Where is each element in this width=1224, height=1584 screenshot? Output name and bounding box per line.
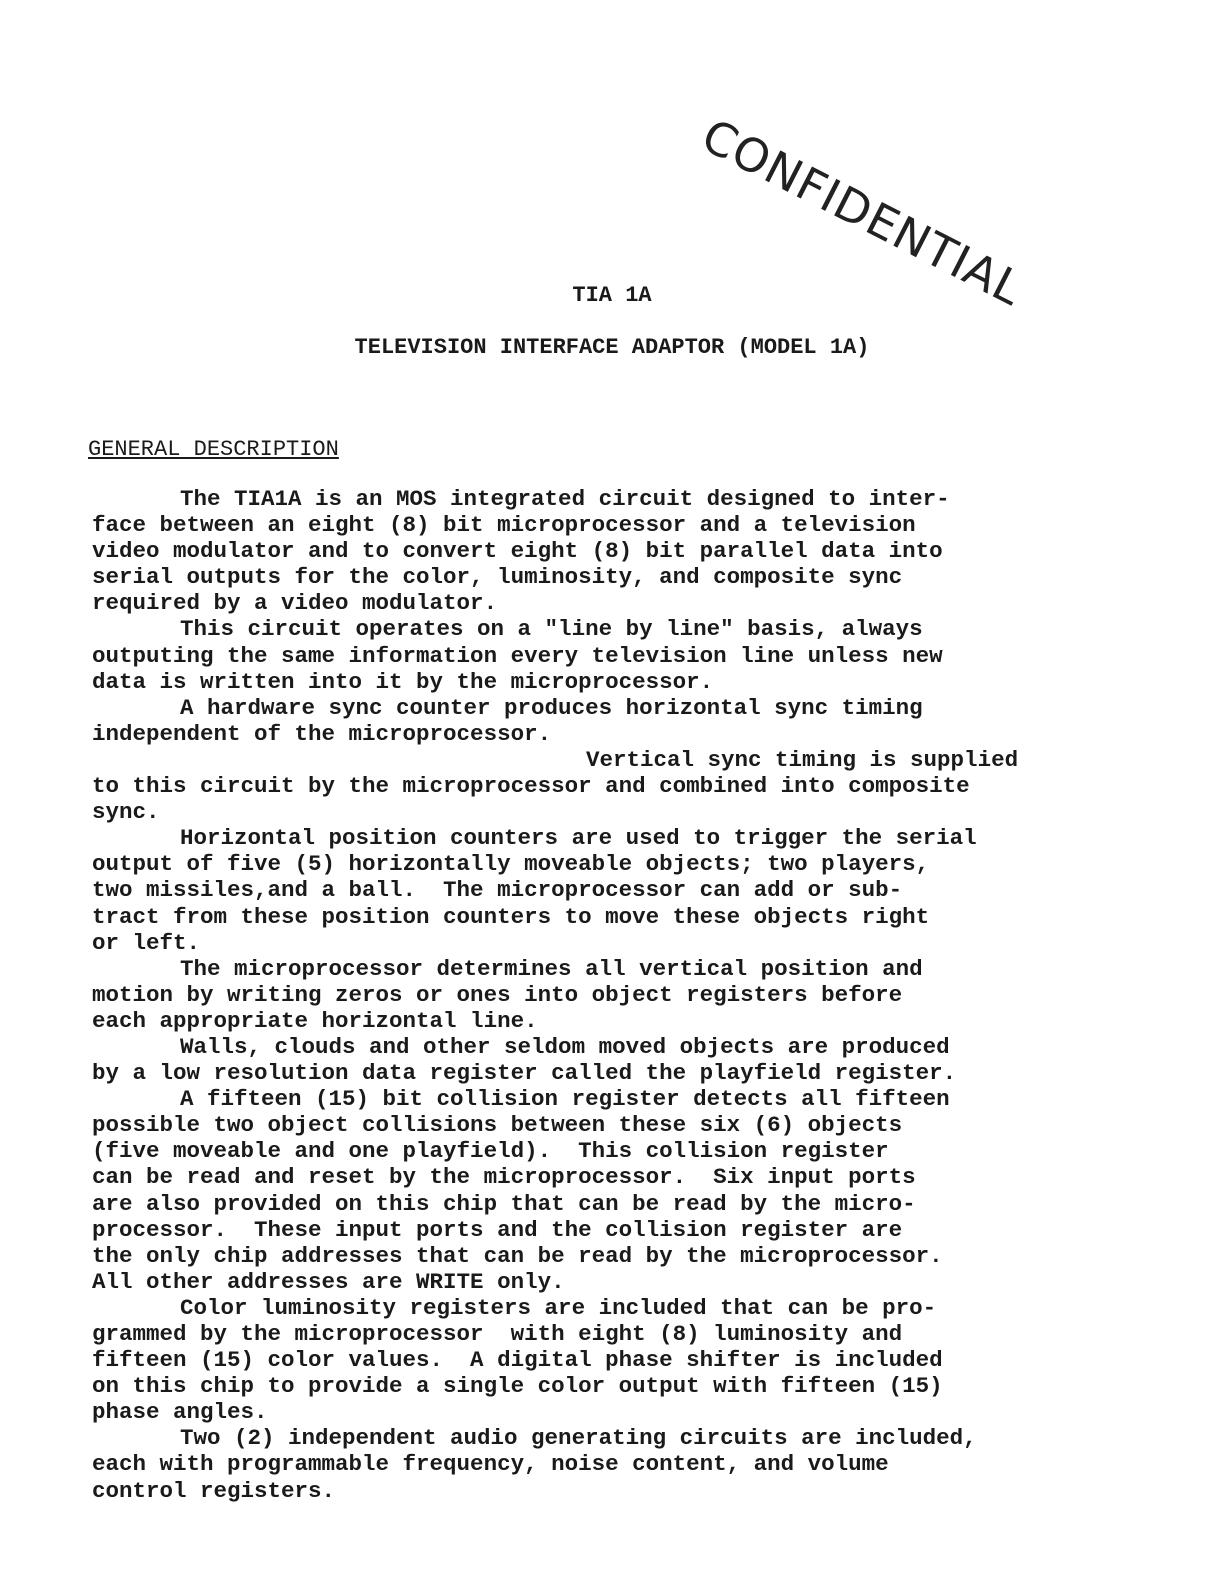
body-line: sync. — [92, 799, 160, 826]
body-line: on this chip to provide a single color output with fifteen (15) — [92, 1373, 943, 1400]
body-line: tract from these position counters to move these objects right — [92, 903, 930, 930]
confidential-stamp: CONFIDENTIAL — [693, 108, 1033, 317]
body-line: All other addresses are WRITE only. — [92, 1268, 565, 1295]
body-line: each with programmable frequency, noise content, and volume — [92, 1451, 889, 1478]
body-line: processor. These input ports and the collision register are — [92, 1216, 903, 1243]
body-line: The TIA1A is an MOS integrated circuit designed to inter- — [180, 486, 950, 512]
body-line: Walls, clouds and other seldom moved objects are produced — [180, 1033, 950, 1060]
body-line: This circuit operates on a "line by line" basis, always — [180, 616, 923, 643]
body-line: outputing the same information every television line unless new — [92, 642, 943, 669]
body-line: independent of the microprocessor. — [92, 720, 552, 747]
body-line: required by a video modulator. — [92, 590, 498, 617]
body-line: control registers. — [92, 1477, 336, 1504]
body-line: each appropriate horizontal line. — [92, 1007, 538, 1034]
body-line: Vertical sync timing is supplied — [586, 746, 1019, 773]
document-title: TIA 1A — [572, 283, 652, 308]
body-line: face between an eight (8) bit microprocessor and a television — [92, 512, 916, 539]
body-line: Horizontal position counters are used to trigger the serial — [180, 825, 977, 852]
body-line: grammed by the microprocessor with eight (8) luminosity and — [92, 1321, 903, 1347]
document-subtitle: TELEVISION INTERFACE ADAPTOR (MODEL 1A) — [354, 335, 870, 360]
body-line: A hardware sync counter produces horizontal sync timing — [180, 694, 923, 721]
body-line: motion by writing zeros or ones into object registers before — [92, 981, 903, 1008]
body-line: can be read and reset by the microprocessor. Six input ports — [92, 1164, 916, 1191]
section-heading: GENERAL DESCRIPTION — [88, 437, 339, 462]
body-line: fifteen (15) color values. A digital phase shifter is included — [92, 1347, 943, 1374]
body-line: video modulator and to convert eight (8) bit parallel data into — [92, 538, 943, 565]
body-line: are also provided on this chip that can be read by the micro- — [92, 1190, 916, 1217]
body-line: serial outputs for the color, luminosity, and composite sync — [92, 564, 903, 591]
body-line: data is written into it by the microprocessor. — [92, 668, 714, 695]
body-line: the only chip addresses that can be read by the microprocessor. — [92, 1242, 943, 1269]
body-line: (five moveable and one playfield). This collision register — [92, 1138, 889, 1165]
body-line: A fifteen (15) bit collision register detects all fifteen — [180, 1086, 950, 1113]
body-line: Color luminosity registers are included that can be pro- — [180, 1294, 937, 1321]
body-line: two missiles,and a ball. The microprocessor can add or sub- — [92, 877, 903, 904]
body-line: The microprocessor determines all vertical position and — [180, 955, 923, 982]
body-line: phase angles. — [92, 1399, 268, 1426]
general-description-body — [92, 486, 1132, 1504]
body-line: to this circuit by the microprocessor and combined into composite — [92, 773, 970, 800]
body-line: Two (2) independent audio generating circuits are included, — [180, 1425, 977, 1452]
body-line: output of five (5) horizontally moveable objects; two players, — [92, 851, 930, 878]
body-line: possible two object collisions between these six (6) objects — [92, 1112, 903, 1139]
body-line: by a low resolution data register called the playfield register. — [92, 1060, 957, 1087]
body-line: or left. — [92, 929, 201, 956]
